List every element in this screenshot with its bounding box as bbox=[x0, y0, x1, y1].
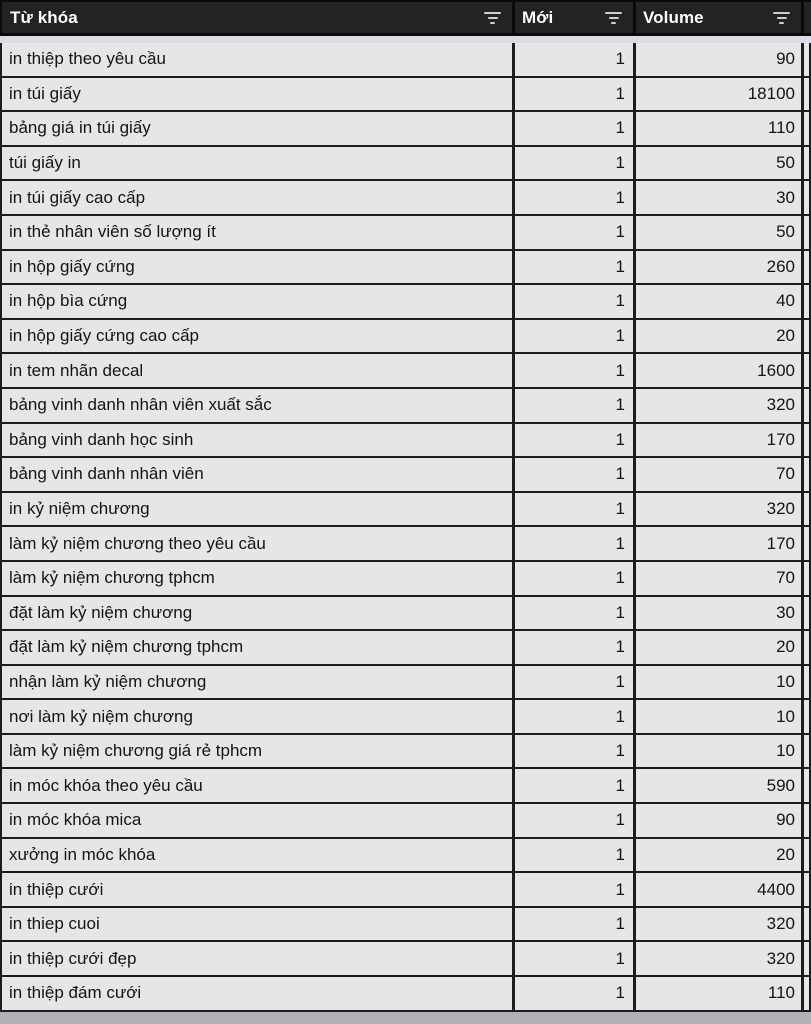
volume-cell[interactable]: 90 bbox=[636, 804, 804, 837]
keyword-cell[interactable]: bảng vinh danh nhân viên bbox=[2, 458, 515, 491]
volume-cell[interactable]: 260 bbox=[636, 251, 804, 284]
table-row bbox=[0, 181, 811, 216]
next-column-cell-sliver bbox=[804, 700, 811, 733]
filter-lines-icon[interactable] bbox=[484, 12, 501, 24]
volume-cell[interactable]: 590 bbox=[636, 769, 804, 802]
next-column-cell-sliver bbox=[804, 43, 811, 76]
moi-cell[interactable]: 1 bbox=[515, 769, 636, 802]
keyword-cell[interactable]: làm kỷ niệm chương giá rẻ tphcm bbox=[2, 735, 515, 768]
table-row bbox=[0, 666, 811, 701]
table-row bbox=[0, 78, 811, 113]
keyword-cell[interactable]: in hộp giấy cứng bbox=[2, 251, 515, 284]
table-row bbox=[0, 112, 811, 147]
volume-cell[interactable]: 110 bbox=[636, 977, 804, 1010]
table-row bbox=[0, 804, 811, 839]
moi-cell[interactable]: 1 bbox=[515, 527, 636, 560]
next-column-cell-sliver bbox=[804, 354, 811, 387]
keyword-cell[interactable]: in túi giấy cao cấp bbox=[2, 181, 515, 214]
volume-cell[interactable]: 320 bbox=[636, 493, 804, 526]
table-row bbox=[0, 562, 811, 597]
moi-cell[interactable]: 1 bbox=[515, 804, 636, 837]
volume-cell[interactable]: 320 bbox=[636, 908, 804, 941]
keyword-cell[interactable]: in kỷ niệm chương bbox=[2, 493, 515, 526]
next-column-cell-sliver bbox=[804, 216, 811, 249]
moi-cell[interactable]: 1 bbox=[515, 977, 636, 1010]
next-column-cell-sliver bbox=[804, 631, 811, 664]
column-header-keyword-label: Từ khóa bbox=[10, 7, 78, 27]
table-header-row bbox=[0, 0, 811, 36]
column-header-moi[interactable] bbox=[515, 2, 636, 33]
table-row bbox=[0, 597, 811, 632]
next-column-cell-sliver bbox=[804, 908, 811, 941]
keyword-cell[interactable]: nơi làm kỷ niệm chương bbox=[2, 700, 515, 733]
volume-cell[interactable]: 320 bbox=[636, 942, 804, 975]
moi-cell[interactable]: 1 bbox=[515, 112, 636, 145]
moi-cell[interactable]: 1 bbox=[515, 320, 636, 353]
moi-cell[interactable]: 1 bbox=[515, 700, 636, 733]
next-column-header-sliver bbox=[804, 2, 811, 33]
filter-lines-icon[interactable] bbox=[605, 12, 622, 24]
keyword-cell[interactable]: in thiệp cưới bbox=[2, 873, 515, 906]
keyword-cell[interactable]: đặt làm kỷ niệm chương bbox=[2, 597, 515, 630]
next-column-cell-sliver bbox=[804, 597, 811, 630]
next-column-cell-sliver bbox=[804, 389, 811, 422]
volume-cell[interactable]: 110 bbox=[636, 112, 804, 145]
keyword-cell[interactable]: in móc khóa mica bbox=[2, 804, 515, 837]
moi-cell[interactable]: 1 bbox=[515, 493, 636, 526]
filter-lines-icon[interactable] bbox=[773, 12, 790, 24]
next-column-cell-sliver bbox=[804, 769, 811, 802]
table-row bbox=[0, 839, 811, 874]
next-column-cell-sliver bbox=[804, 251, 811, 284]
next-column-cell-sliver bbox=[804, 873, 811, 906]
table-row bbox=[0, 424, 811, 459]
next-column-cell-sliver bbox=[804, 181, 811, 214]
keyword-cell[interactable]: đặt làm kỷ niệm chương tphcm bbox=[2, 631, 515, 664]
next-column-cell-sliver bbox=[804, 839, 811, 872]
volume-cell[interactable]: 90 bbox=[636, 43, 804, 76]
keyword-cell[interactable]: in tem nhãn decal bbox=[2, 354, 515, 387]
next-column-cell-sliver bbox=[804, 942, 811, 975]
volume-cell[interactable]: 30 bbox=[636, 597, 804, 630]
volume-cell[interactable]: 70 bbox=[636, 458, 804, 491]
table-row bbox=[0, 458, 811, 493]
volume-cell[interactable]: 30 bbox=[636, 181, 804, 214]
volume-cell[interactable]: 50 bbox=[636, 147, 804, 180]
keyword-cell[interactable]: nhận làm kỷ niệm chương bbox=[2, 666, 515, 699]
keyword-cell[interactable]: in móc khóa theo yêu cầu bbox=[2, 769, 515, 802]
table-row bbox=[0, 389, 811, 424]
keyword-cell[interactable]: bảng vinh danh học sinh bbox=[2, 424, 515, 457]
table-row bbox=[0, 527, 811, 562]
volume-cell[interactable]: 10 bbox=[636, 735, 804, 768]
next-column-cell-sliver bbox=[804, 562, 811, 595]
volume-cell[interactable]: 18100 bbox=[636, 78, 804, 111]
volume-cell[interactable]: 20 bbox=[636, 320, 804, 353]
table-row bbox=[0, 251, 811, 286]
table-row bbox=[0, 769, 811, 804]
next-column-cell-sliver bbox=[804, 493, 811, 526]
moi-cell[interactable]: 1 bbox=[515, 735, 636, 768]
table-row bbox=[0, 908, 811, 943]
volume-cell[interactable]: 4400 bbox=[636, 873, 804, 906]
moi-cell[interactable]: 1 bbox=[515, 216, 636, 249]
table-row bbox=[0, 700, 811, 735]
moi-cell[interactable]: 1 bbox=[515, 908, 636, 941]
table-row bbox=[0, 631, 811, 666]
volume-cell[interactable]: 10 bbox=[636, 666, 804, 699]
table-row bbox=[0, 977, 811, 1012]
moi-cell[interactable]: 1 bbox=[515, 78, 636, 111]
next-column-cell-sliver bbox=[804, 78, 811, 111]
table-row bbox=[0, 735, 811, 770]
moi-cell[interactable]: 1 bbox=[515, 631, 636, 664]
moi-cell[interactable]: 1 bbox=[515, 424, 636, 457]
moi-cell[interactable]: 1 bbox=[515, 285, 636, 318]
table-row bbox=[0, 873, 811, 908]
table-row bbox=[0, 147, 811, 182]
table-row bbox=[0, 285, 811, 320]
frozen-row-divider bbox=[0, 36, 811, 43]
keyword-cell[interactable]: in hộp bìa cứng bbox=[2, 285, 515, 318]
column-header-keyword[interactable] bbox=[2, 2, 515, 33]
table-row bbox=[0, 320, 811, 355]
keyword-cell[interactable]: in thiep cuoi bbox=[2, 908, 515, 941]
table-row bbox=[0, 354, 811, 389]
keyword-cell[interactable]: làm kỷ niệm chương tphcm bbox=[2, 562, 515, 595]
column-header-volume-label: Volume bbox=[643, 7, 704, 27]
next-column-cell-sliver bbox=[804, 527, 811, 560]
keyword-cell[interactable]: làm kỷ niệm chương theo yêu cầu bbox=[2, 527, 515, 560]
volume-cell[interactable]: 1600 bbox=[636, 354, 804, 387]
next-column-cell-sliver bbox=[804, 735, 811, 768]
moi-cell[interactable]: 1 bbox=[515, 839, 636, 872]
next-column-cell-sliver bbox=[804, 666, 811, 699]
moi-cell[interactable]: 1 bbox=[515, 666, 636, 699]
volume-cell[interactable]: 170 bbox=[636, 424, 804, 457]
next-column-cell-sliver bbox=[804, 285, 811, 318]
moi-cell[interactable]: 1 bbox=[515, 597, 636, 630]
moi-cell[interactable]: 1 bbox=[515, 942, 636, 975]
moi-cell[interactable]: 1 bbox=[515, 147, 636, 180]
moi-cell[interactable]: 1 bbox=[515, 562, 636, 595]
keyword-cell[interactable]: bảng giá in túi giấy bbox=[2, 112, 515, 145]
moi-cell[interactable]: 1 bbox=[515, 389, 636, 422]
keyword-cell[interactable]: túi giấy in bbox=[2, 147, 515, 180]
next-column-cell-sliver bbox=[804, 458, 811, 491]
volume-cell[interactable]: 70 bbox=[636, 562, 804, 595]
next-column-cell-sliver bbox=[804, 977, 811, 1010]
volume-cell[interactable]: 10 bbox=[636, 700, 804, 733]
keyword-cell[interactable]: in túi giấy bbox=[2, 78, 515, 111]
column-header-moi-label: Mới bbox=[522, 7, 554, 27]
table-row bbox=[0, 43, 811, 78]
moi-cell[interactable]: 1 bbox=[515, 43, 636, 76]
keyword-cell[interactable]: in thiệp theo yêu cầu bbox=[2, 43, 515, 76]
keyword-cell[interactable]: in thiệp đám cưới bbox=[2, 977, 515, 1010]
table-body bbox=[0, 43, 811, 1012]
moi-cell[interactable]: 1 bbox=[515, 181, 636, 214]
table-row bbox=[0, 942, 811, 977]
volume-cell[interactable]: 20 bbox=[636, 839, 804, 872]
table-row bbox=[0, 216, 811, 251]
next-column-cell-sliver bbox=[804, 320, 811, 353]
table-row bbox=[0, 493, 811, 528]
keyword-cell[interactable]: in thẻ nhân viên số lượng ít bbox=[2, 216, 515, 249]
next-column-cell-sliver bbox=[804, 424, 811, 457]
volume-cell[interactable]: 170 bbox=[636, 527, 804, 560]
volume-cell[interactable]: 20 bbox=[636, 631, 804, 664]
volume-cell[interactable]: 50 bbox=[636, 216, 804, 249]
keyword-cell[interactable]: xưởng in móc khóa bbox=[2, 839, 515, 872]
bottom-edge bbox=[0, 1012, 811, 1024]
next-column-cell-sliver bbox=[804, 112, 811, 145]
volume-cell[interactable]: 320 bbox=[636, 389, 804, 422]
next-column-cell-sliver bbox=[804, 147, 811, 180]
moi-cell[interactable]: 1 bbox=[515, 354, 636, 387]
column-header-volume[interactable] bbox=[636, 2, 804, 33]
keyword-cell[interactable]: in thiệp cưới đẹp bbox=[2, 942, 515, 975]
moi-cell[interactable]: 1 bbox=[515, 251, 636, 284]
next-column-cell-sliver bbox=[804, 804, 811, 837]
volume-cell[interactable]: 40 bbox=[636, 285, 804, 318]
moi-cell[interactable]: 1 bbox=[515, 873, 636, 906]
keyword-cell[interactable]: bảng vinh danh nhân viên xuất sắc bbox=[2, 389, 515, 422]
moi-cell[interactable]: 1 bbox=[515, 458, 636, 491]
keyword-cell[interactable]: in hộp giấy cứng cao cấp bbox=[2, 320, 515, 353]
